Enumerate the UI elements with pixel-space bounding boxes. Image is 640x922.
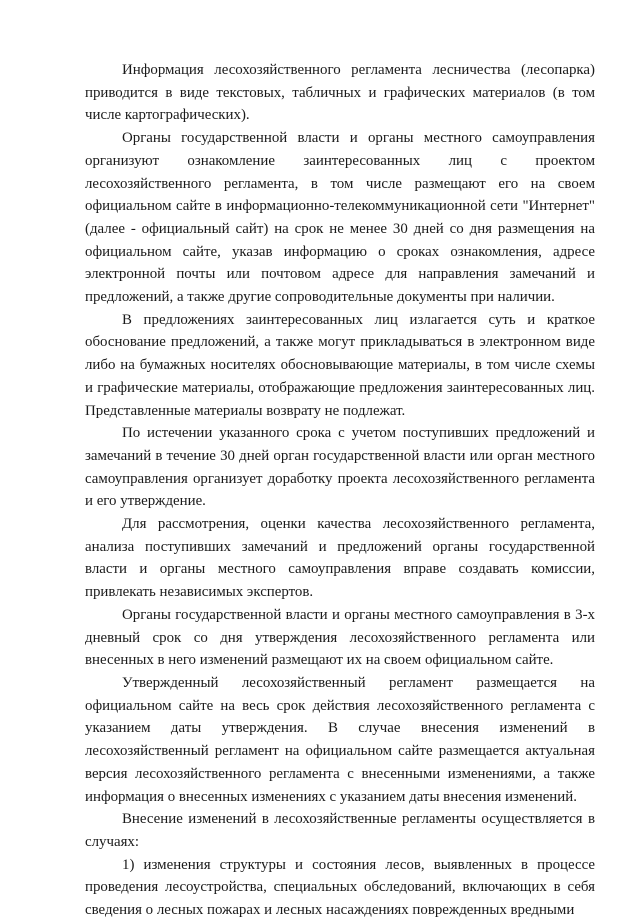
paragraph-case-1: 1) изменения структуры и состояния лесов, выявленных в процессе проведения лесоустройства, специальных обследований, включающих в себя сведения о лесных пожарах и лесных насаждениях поврежденных вредными [85, 856, 595, 919]
document-body [85, 59, 595, 922]
paragraph-regulation-info: Информация лесохозяйственного регламента лесничества (лесопарка) приводится в виде текстовых, табличных и графических материалов (в том числе картографических). [85, 62, 595, 124]
paragraph-commissions: Для рассмотрения, оценки качества лесохозяйственного регламента, анализа поступивших замечаний и предложений органы государственной власти и органы местного самоуправления вправе создавать комиссии, привлекать независимых экспертов. [85, 516, 595, 601]
paragraph-revision: По истечении указанного срока с учетом поступивших предложений и замечаний в течение 30 дней орган государственной власти или орган местного самоуправления организует доработку проекта лесохозяйственного регламента и его утверждение. [85, 425, 595, 510]
paragraph-amendment-cases: Внесение изменений в лесохозяйственные регламенты осуществляется в случаях: [85, 811, 595, 850]
paragraph-approved-placement: Утвержденный лесохозяйственный регламент размещается на официальном сайте на весь срок действия лесохозяйственного регламента с указанием даты утверждения. В случае внесения изменений в лесохозяйственный регламент на официальном сайте размещается актуальная версия лесохозяйственного регламента с внесенными изменениями, а также информация о внесенных изменениях с указанием даты внесения изменений. [85, 674, 595, 805]
paragraph-proposals: В предложениях заинтересованных лиц излагается суть и краткое обоснование предложений, а также могут прикладываться в электронном виде либо на бумажных носителях обосновывающие материалы, в том числе схемы и графические материалы, отображающие предложения заинтересованных лиц. Представленные материалы возврату не подлежат. [85, 311, 595, 419]
paragraph-public-review: Органы государственной власти и органы местного самоуправления организуют ознакомление заинтересованных лиц с проектом лесохозяйственного регламента, в том числе размещают его на своем официальном сайте в информационно-телекоммуникационной сети "Интернет" (далее - официальный сайт) на срок не менее 30 дней со дня размещения на официальном сайте, указав информацию о сроках ознакомления, адресе электронной почты или почтовом адресе для направления замечаний и предложений, а также другие сопроводительные документы при наличии. [85, 130, 595, 306]
paragraph-publication: Органы государственной власти и органы местного самоуправления в 3-х дневный срок со дня утверждения лесохозяйственного регламента или внесенных в него изменений размещают их на своем официальном сайте. [85, 606, 595, 669]
